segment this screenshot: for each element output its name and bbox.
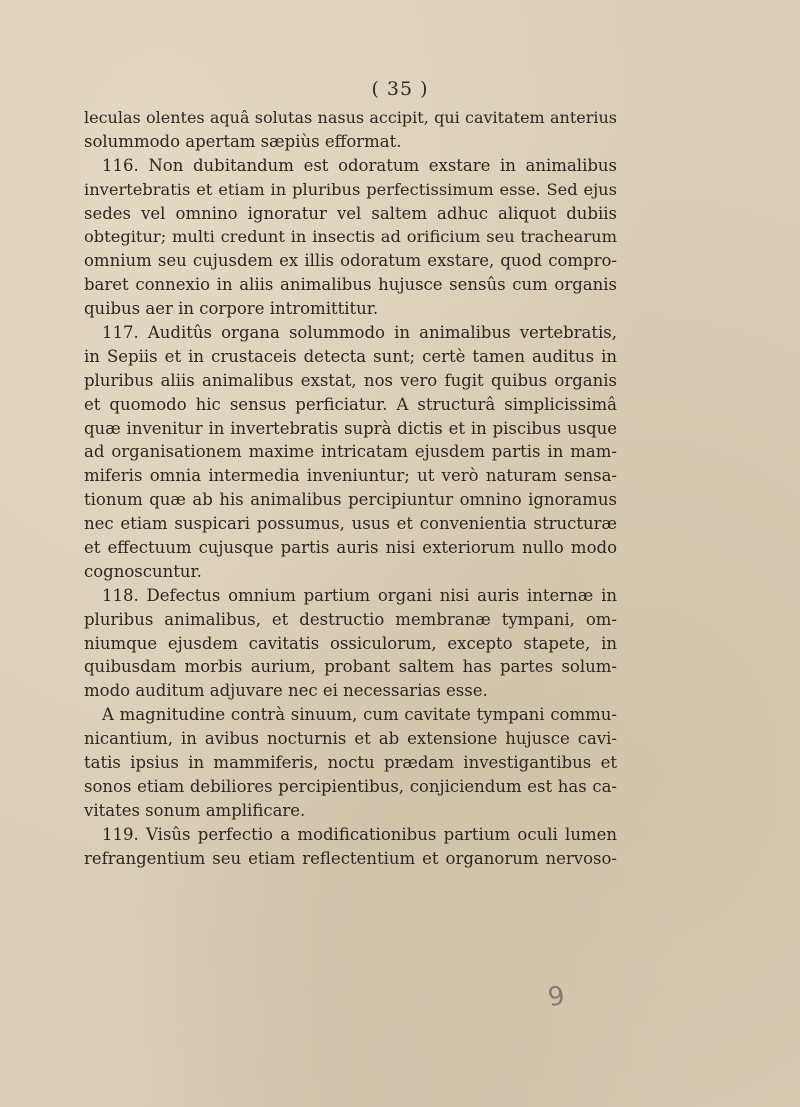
text-line: 117. Auditûs organa solummodo in animalibus vertebratis, (102, 323, 617, 343)
pencil-annotation: 9 (545, 980, 567, 1014)
text-line: 116. Non dubitandum est odoratum exstare in animalibus (102, 155, 617, 175)
text-line: omnium seu cujusdem ex illis odoratum exstare, quod compro- (84, 251, 617, 271)
text-line: pluribus animalibus, et destructio membranæ tympani, om- (84, 609, 617, 629)
text-line: in Sepiis et in crustaceis detecta sunt; certè tamen auditus in (84, 346, 617, 366)
text-line: miferis omnia intermedia inveniuntur; ut verò naturam sensa- (84, 466, 617, 486)
text-line: cognoscuntur. (84, 561, 202, 581)
text-line: et quomodo hic sensus perficiatur. A structurâ simplicissimâ (84, 394, 617, 414)
text-line: refrangentium seu etiam reflectentium et organorum nervoso- (84, 848, 617, 868)
text-line: 119. Visûs perfectio a modificationibus partium oculi lumen (102, 824, 617, 844)
text-line: tionum quæ ab his animalibus percipiuntur omnino ignoramus (84, 490, 617, 510)
text-line: obtegitur; multi credunt in insectis ad orificium seu trachearum (84, 227, 617, 247)
text-line: sonos etiam debiliores percipientibus, conjiciendum est has ca- (84, 776, 617, 796)
text-line: nec etiam suspicari possumus, usus et convenientia structuræ (84, 514, 617, 534)
text-line: et effectuum cujusque partis auris nisi exteriorum nullo modo (84, 538, 617, 558)
text-line: invertebratis et etiam in pluribus perfectissimum esse. Sed ejus (84, 179, 617, 199)
text-line: quæ invenitur in invertebratis suprà dictis et in piscibus usque (84, 418, 617, 438)
text-line: niumque ejusdem cavitatis ossiculorum, excepto stapete, in (84, 633, 617, 653)
text-line: quibus aer in corpore intromittitur. (84, 299, 379, 319)
body-text (84, 106, 617, 871)
page-number: ( 35 ) (371, 78, 429, 100)
text-line: sedes vel omnino ignoratur vel saltem adhuc aliquot dubiis (84, 203, 617, 223)
text-line: tatis ipsius in mammiferis, noctu prædam investigantibus et (84, 753, 617, 773)
text-line: modo auditum adjuvare nec ei necessarias esse. (84, 681, 488, 701)
text-line: baret connexio in aliis animalibus hujusce sensûs cum organis (84, 275, 617, 295)
text-line: quibusdam morbis aurium, probant saltem has partes solum- (84, 657, 617, 677)
text-line: 118. Defectus omnium partium organi nisi auris internæ in (102, 585, 617, 605)
text-line: leculas olentes aquâ solutas nasus accipit, qui cavitatem anterius (84, 108, 617, 127)
text-line: nicantium, in avibus nocturnis et ab extensione hujusce cavi- (84, 729, 617, 749)
text-line: pluribus aliis animalibus exstat, nos vero fugit quibus organis (84, 370, 617, 390)
text-line: ad organisationem maxime intricatam ejusdem partis in mam- (84, 442, 617, 462)
text-line: vitates sonum amplificare. (84, 800, 306, 820)
text-line: solummodo apertam sæpiùs efformat. (84, 131, 402, 151)
text-line: A magnitudine contrà sinuum, cum cavitate tympani commu- (102, 705, 617, 725)
